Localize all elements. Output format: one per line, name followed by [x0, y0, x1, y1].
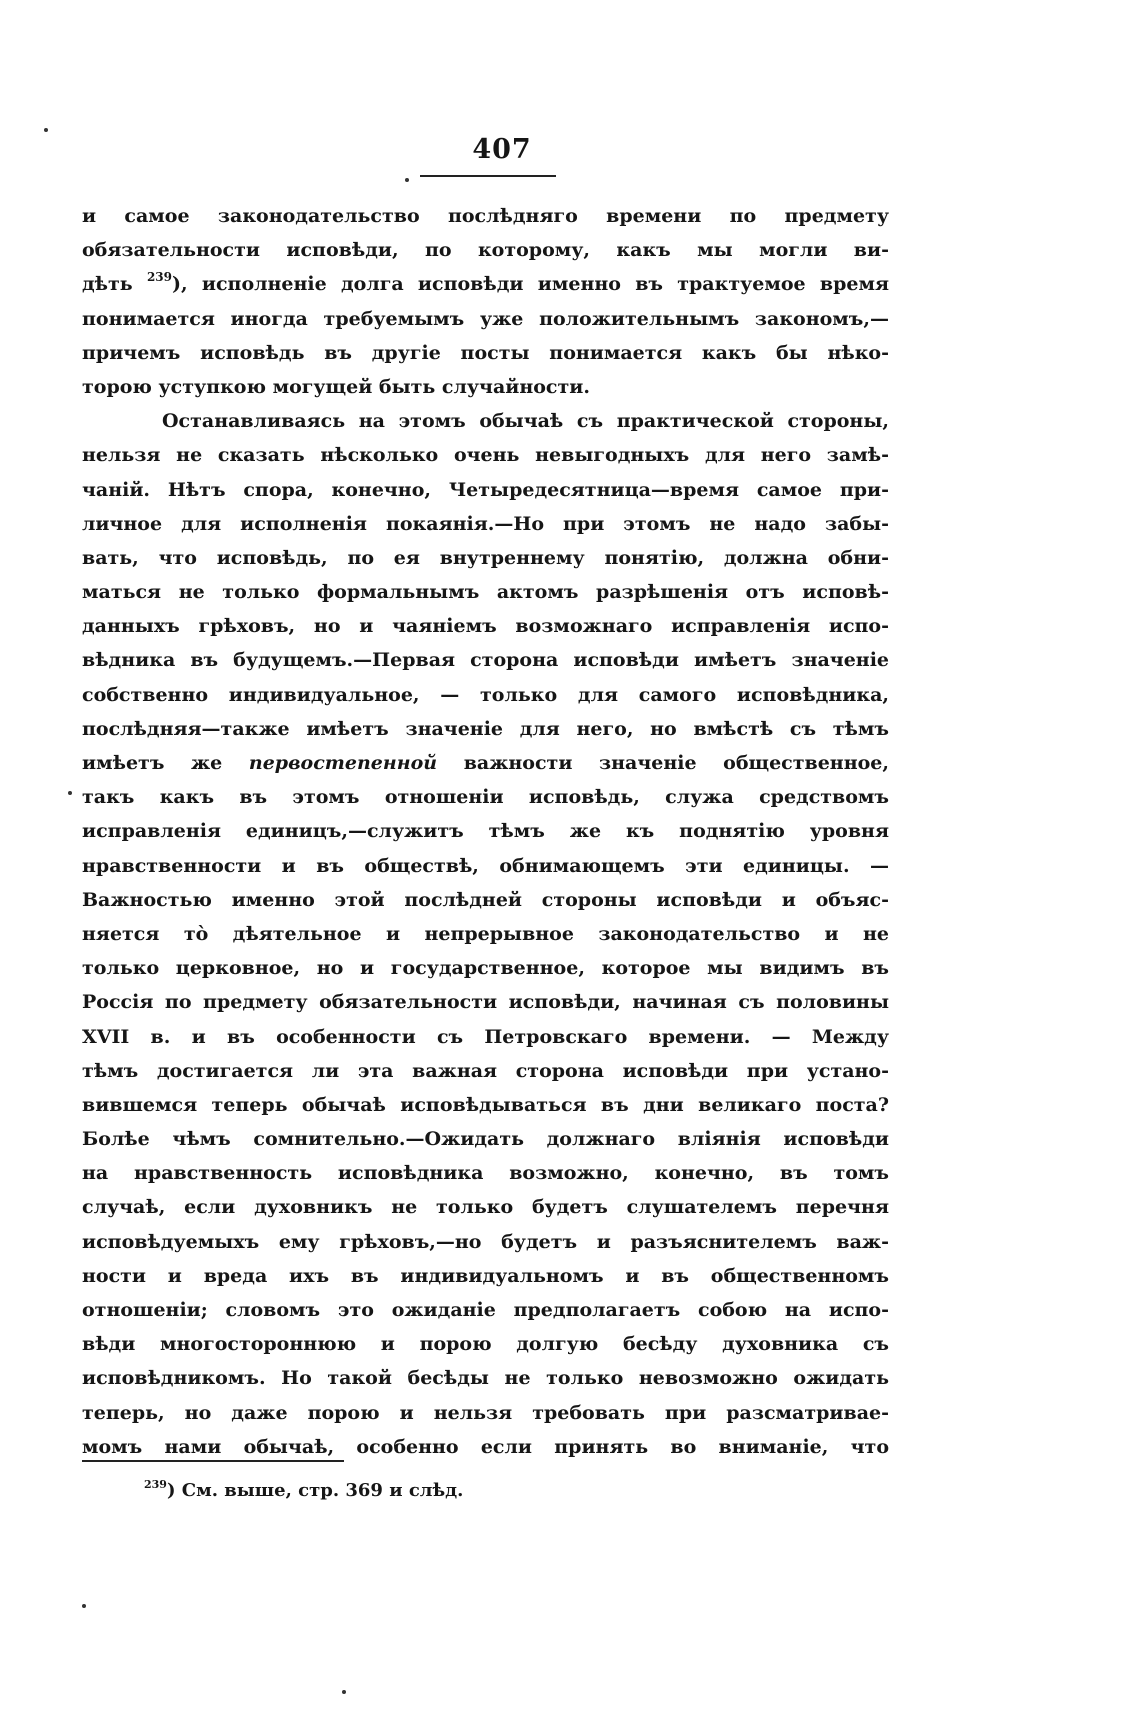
text-line	[82, 233, 889, 267]
text-line	[82, 1122, 889, 1156]
text-segment: Важностью именно этой послѣдней стороны исповѣди и объяс-	[82, 888, 889, 911]
text-segment: дѣть	[82, 273, 147, 296]
text-line	[82, 199, 889, 233]
text-line	[82, 575, 889, 609]
text-line	[82, 1396, 889, 1430]
text-line	[82, 302, 889, 336]
text-line	[82, 1361, 889, 1395]
text-segment: тѣмъ достигается ли эта важная сторона исповѣди при устано-	[82, 1059, 889, 1082]
text-line	[82, 712, 889, 746]
text-line	[82, 404, 889, 438]
emphasized-word: первостепенной	[248, 752, 438, 774]
footnote	[144, 1480, 463, 1501]
text-segment: вать, что исповѣдь, по ея внутреннему понятію, должна обни-	[82, 546, 889, 569]
text-line	[82, 473, 889, 507]
scan-speck	[68, 791, 72, 795]
text-segment: собственно индивидуальное, — только для самого исповѣдника,	[82, 683, 889, 706]
text-segment: вившемся теперь обычаѣ исповѣдываться въ дни великаго поста?	[82, 1093, 889, 1116]
text-line	[82, 336, 889, 370]
text-segment: ности и вреда ихъ въ индивидуальномъ и въ общественномъ	[82, 1264, 889, 1287]
text-line	[82, 267, 889, 301]
text-line	[82, 917, 889, 951]
text-line	[82, 1327, 889, 1361]
text-segment: ), исполненіе долга исповѣди именно въ трактуемое время	[172, 273, 889, 296]
scan-speck	[405, 178, 409, 182]
text-segment: Болѣе чѣмъ сомнительно.—Ожидать должнаго вліянія исповѣди	[82, 1128, 889, 1151]
text-line	[82, 370, 889, 404]
scan-speck	[82, 1604, 86, 1608]
text-segment: понимается иногда требуемымъ уже положительнымъ закономъ,—	[82, 307, 889, 330]
text-segment: чаній. Нѣтъ спора, конечно, Четыредесятница—время самое при-	[82, 478, 889, 501]
text-line	[82, 814, 889, 848]
footnote-reference: 239	[146, 270, 173, 285]
text-segment: Останавливаясь на этомъ обычаѣ съ практической стороны,	[162, 410, 889, 433]
scan-speck	[44, 128, 48, 132]
text-segment: такъ какъ въ этомъ отношеніи исповѣдь, служа средствомъ	[82, 786, 889, 809]
text-segment: маться не только формальнымъ актомъ разрѣшенія отъ исповѣ-	[82, 581, 889, 604]
text-segment: исповѣдуемыхъ ему грѣховъ,—но будетъ и разъяснителемъ важ-	[82, 1230, 889, 1253]
text-line	[82, 1156, 889, 1190]
text-segment: нельзя не сказать нѣсколько очень невыгодныхъ для него замѣ-	[82, 444, 889, 467]
text-segment: нравственности и въ обществѣ, обнимающемъ эти единицы. —	[82, 854, 889, 877]
text-line	[82, 1430, 889, 1464]
text-segment: теперь, но даже порою и нельзя требовать при разсматривае-	[82, 1401, 889, 1424]
text-line	[82, 849, 889, 883]
text-segment: важности значеніе общественное,	[437, 752, 889, 774]
text-segment: только церковное, но и государственное, которое мы видимъ въ	[82, 957, 889, 980]
page-number: 407	[472, 134, 532, 165]
text-segment: обязательности исповѣди, по которому, какъ мы могли ви-	[82, 239, 889, 262]
text-segment: момъ нами обычаѣ, особенно если принять во вниманіе, что	[82, 1435, 889, 1458]
text-segment: послѣдняя—также имѣетъ значеніе для него, но вмѣстѣ съ тѣмъ	[82, 717, 889, 740]
text-line	[82, 1259, 889, 1293]
text-line	[82, 507, 889, 541]
text-segment: отношеніи; словомъ это ожиданіе предполагаетъ собою на испо-	[82, 1299, 889, 1321]
text-line	[82, 780, 889, 814]
text-line	[82, 1088, 889, 1122]
text-line	[82, 1020, 889, 1054]
text-line	[82, 438, 889, 472]
text-segment: вѣди многостороннюю и порою долгую бесѣду духовника съ	[82, 1333, 889, 1356]
text-line	[82, 1054, 889, 1088]
text-line	[82, 643, 889, 677]
text-line	[82, 883, 889, 917]
text-line	[82, 678, 889, 712]
text-segment: исповѣдникомъ. Но такой бесѣды не только невозможно ожидать	[82, 1367, 889, 1390]
footnote-text: ) См. выше, стр. 369 и слѣд.	[166, 1480, 464, 1501]
text-line	[82, 1293, 889, 1327]
text-line	[82, 951, 889, 985]
text-segment: на нравственность исповѣдника возможно, конечно, въ томъ	[82, 1162, 889, 1185]
text-segment: торою уступкою могущей быть случайности.	[82, 375, 590, 398]
footnote-marker: 239	[144, 1478, 167, 1491]
text-segment: и самое законодательство послѣдняго времени по предмету	[82, 205, 889, 227]
text-segment: вѣдника въ будущемъ.—Первая сторона исповѣди имѣетъ значеніе	[82, 649, 889, 672]
text-segment: случаѣ, если духовникъ не только будетъ слушателемъ перечня	[82, 1196, 889, 1219]
text-segment: личное для исполненія покаянія.—Но при этомъ не надо забы-	[82, 512, 889, 535]
text-segment: Россія по предмету обязательности исповѣди, начиная съ половины	[82, 991, 889, 1014]
text-segment: няется тò дѣятельное и непрерывное законодательство и не	[82, 922, 889, 945]
text-segment: данныхъ грѣховъ, но и чаяніемъ возможнаго исправленія испо-	[82, 615, 889, 638]
body-text	[82, 199, 889, 1464]
text-line	[82, 985, 889, 1019]
text-line	[82, 541, 889, 575]
footnote-rule	[82, 1460, 344, 1462]
text-line	[82, 609, 889, 643]
text-segment: исправленія единицъ,—служитъ тѣмъ же къ поднятію уровня	[82, 820, 889, 843]
text-line	[82, 1225, 889, 1259]
text-line	[82, 746, 889, 780]
text-segment: XVII в. и въ особенности съ Петровскаго времени. — Между	[82, 1025, 889, 1048]
text-segment: имѣетъ же	[82, 752, 249, 774]
page-number-rule	[420, 175, 556, 177]
scan-speck	[342, 1690, 346, 1694]
text-segment: причемъ исповѣдь въ другіе посты понимается какъ бы нѣко-	[82, 341, 889, 364]
text-line	[82, 1190, 889, 1224]
